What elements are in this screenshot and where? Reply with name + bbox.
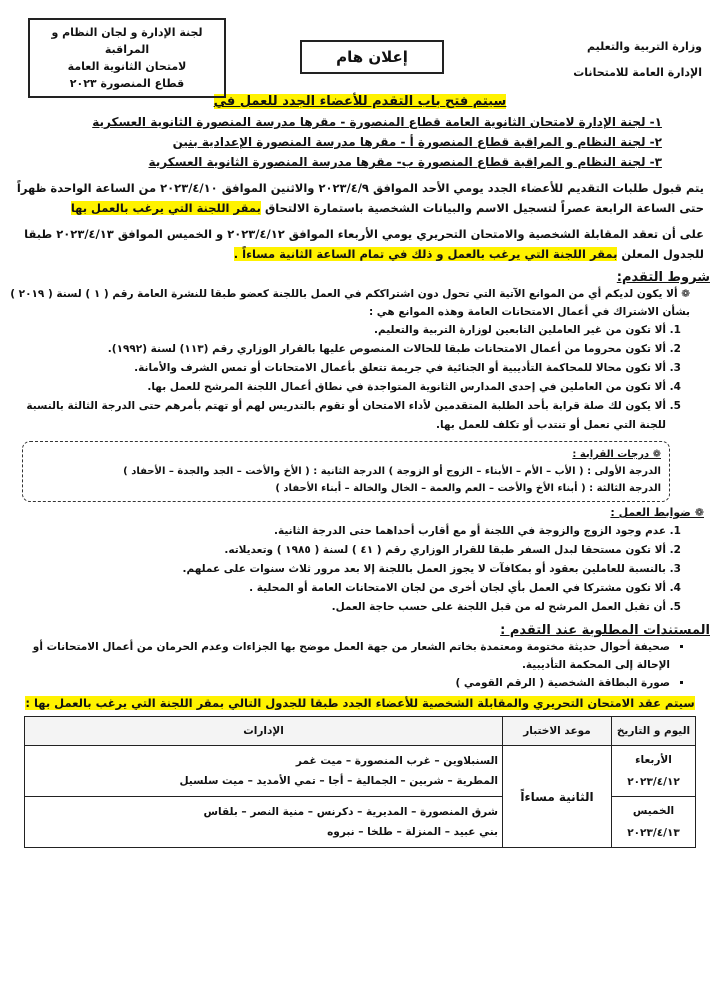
committee-item: ٣- لجنة النظام و المراقبة قطاع المنصورة ب- مقرها مدرسة المنصورة الثانوية العسكرية xyxy=(148,155,662,169)
day-date: ٢٠٢٣/٤/١٣ xyxy=(627,827,680,839)
box-line: لامتحان الثانوية العامة xyxy=(67,60,187,73)
committee-item: ١- لجنة الإدارة لامتحان الثانوية العامة قطاع المنصورة - مقرها مدرسة المنصورة الثانوية العسكرية xyxy=(92,115,662,129)
day-name: الأربعاء xyxy=(635,754,672,766)
kinship-row: الدرجة الأولى : ( الأب – الأم – الأبناء – الزوج أو الزوجة ) الدرجة الثانية : ( الأخ والأخت – الجد والجدة – الأحفاد ) xyxy=(123,466,661,477)
condition-item: 2. ألا تكون محروما من أعمال الامتحانات طبقا للحالات المنصوص عليها بالقرار الوزاري رقم (١١٣) لسنة (١٩٩٢). xyxy=(10,340,666,359)
department-line: السنبلاوين – غرب المنصورة – ميت غمر xyxy=(295,755,498,767)
conditions-intro: ❁ ألا يكون لديكم أي من الموانع الآتية التي تحول دون اشتراككم في العمل باللجنة كعضو طبقا للنشرة العامة رقم ( ١ ) لسنة ( ٢٠١٩ ) بشأن الاشتراك في أعمال الامتحانات العامة وهذه الموانع هي : xyxy=(10,288,690,318)
conditions-title: شروط التقدم: xyxy=(616,270,710,285)
rule-item: 2. ألا تكون مستحقا لبدل السفر طبقا للقرار الوزاري رقم ( ٤١ ) لسنة ( ١٩٨٥ ) وتعديلاته. xyxy=(10,541,666,560)
box-line: قطاع المنصورة ٢٠٢٣ xyxy=(69,77,185,90)
application-highlight: بمقر اللجنة التي يرغب بالعمل بها xyxy=(70,201,261,215)
time-cell: الثانية مساءاً xyxy=(503,746,612,848)
committee-list xyxy=(10,112,710,172)
interview-paragraph xyxy=(10,224,710,264)
rule-item: 5. أن تقبل العمل المرشح له من قبل اللجنة على حسب حاجة العمل. xyxy=(10,598,666,617)
table-header-row xyxy=(25,717,696,746)
conditions-list xyxy=(10,321,710,435)
header-day: اليوم و التاريخ xyxy=(612,717,696,746)
interview-highlight: بمقر اللجنة التي يرغب بالعمل و ذلك في تمام الساعة الثانية مساءاً . xyxy=(233,247,618,261)
department-line: شرق المنصورة – المديرية – دكرنس – منية النصر – بلقاس xyxy=(203,806,498,818)
document-item: ▪ صحيفة أحوال حديثة مختومة ومعتمدة بخاتم الشعار من جهة العمل موضح بها الجزاءات وعدم الحرمان من أعمال الامتحانات أو الإحالة إلى المحكمة التأديبية. xyxy=(10,638,670,674)
ministry-line-1: وزارة التربية والتعليم xyxy=(587,40,702,53)
ministry-name xyxy=(573,34,702,86)
rule-item: 1. عدم وجود الزوج والزوجة في اللجنة أو مع أقارب أحداهما حتى الدرجة الثانية. xyxy=(10,522,666,541)
condition-item: 5. ألا يكون لك صلة قرابة بأحد الطلبة المتقدمين لأداء الامتحان أو تقوم بالتدريس لهم أو تهتم بأمرهم حتى الدرجة الثالثة بالنسبة للجنة التي تعمل أو تنتدب أو تكلف للعمل بها. xyxy=(10,397,666,435)
department-line: المطرية – شربين – الجمالية – أجا – تمي الأمديد – ميت سلسيل xyxy=(179,775,498,787)
committee-item: ٢- لجنة النظام و المراقبة قطاع المنصورة أ - مقرها مدرسة المنصورة الإعدادية بنين xyxy=(172,135,662,149)
headline-text: سيتم فتح باب التقدم للأعضاء الجدد للعمل في xyxy=(213,94,507,109)
day-cell xyxy=(612,746,696,797)
header-departments: الإدارات xyxy=(25,717,503,746)
header-time: موعد الاختبار xyxy=(503,717,612,746)
day-date: ٢٠٢٣/٤/١٢ xyxy=(627,776,680,788)
committee-box xyxy=(28,18,226,98)
condition-item: 1. ألا تكون من غير العاملين التابعين لوزارة التربية والتعليم. xyxy=(10,321,666,340)
documents-title: المستندات المطلوبة عند التقدم : xyxy=(500,623,710,638)
schedule-intro xyxy=(10,696,710,710)
header xyxy=(10,0,710,92)
rules-title: ❁ ضوابط العمل : xyxy=(610,506,704,519)
kinship-box xyxy=(22,441,670,502)
rule-item: 3. بالنسبة للعاملين بعقود أو بمكافآت لا يجوز العمل باللجنة إلا بعد مرور ثلاث سنوات على عملهم. xyxy=(10,560,666,579)
table-row xyxy=(25,746,696,797)
rules-list xyxy=(10,522,710,617)
condition-item: 4. ألا تكون من العاملين في إحدى المدارس الثانوية المتواجدة في نطاق أعمال اللجنة المرشح للعمل بها. xyxy=(10,378,666,397)
notice-title: إعلان هام xyxy=(300,40,444,74)
schedule-intro-text: سيتم عقد الامتحان التحريري والمقابلة الشخصية للأعضاء الجدد طبقا للجدول التالي بمقر اللجنة التي يرغب بالعمل بها : xyxy=(25,696,695,710)
kinship-title: ❁ درجات القرابة : xyxy=(572,449,661,460)
departments-cell xyxy=(25,797,503,848)
document-item: ▪ صورة البطاقة الشخصية ( الرقم القومي ) xyxy=(10,674,670,692)
rule-item: 4. ألا تكون مشتركا في العمل بأي لجان أخرى من لجان الامتحانات العامة أو المحلية . xyxy=(10,579,666,598)
ministry-line-2: الإدارة العامة للامتحانات xyxy=(573,66,702,79)
day-name: الخميس xyxy=(632,805,675,817)
documents-list xyxy=(10,638,710,692)
day-cell xyxy=(612,797,696,848)
departments-cell xyxy=(25,746,503,797)
interview-text: على أن تعقد المقابلة الشخصية والامتحان التحريري يومي الأربعاء الموافق ٢٠٢٣/٤/١٢ و الخميس الموافق ٢٠٢٣/٤/١٣ طبقا للجدول المعلن xyxy=(24,227,704,261)
box-line: لجنة الإدارة و لجان النظام و المراقبة xyxy=(51,26,203,56)
condition-item: 3. ألا تكون محالا للمحاكمة التأديبية أو الجنائية في جريمة تتعلق بأعمال الامتحانات أو تمس الشرف والأمانة. xyxy=(10,359,666,378)
schedule-table xyxy=(24,716,696,848)
kinship-row: الدرجة الثالثة : ( أبناء الأخ والأخت – العم والعمة – الخال والخالة – أبناء الأحفاد ) xyxy=(275,483,661,494)
department-line: بني عبيد – المنزلة – طلخا – نبروه xyxy=(327,826,498,838)
application-paragraph xyxy=(10,178,710,218)
application-text: يتم قبول طلبات التقديم للأعضاء الجدد يومي الأحد الموافق ٢٠٢٣/٤/٩ والاثنين الموافق ٢٠٢٣/٤/١٠ من الساعة الواحدة ظهراً حتى الساعة الرابعة عصراً لتسجيل الاسم والبيانات الشخصية باستمارة الالتحاق xyxy=(16,181,704,215)
